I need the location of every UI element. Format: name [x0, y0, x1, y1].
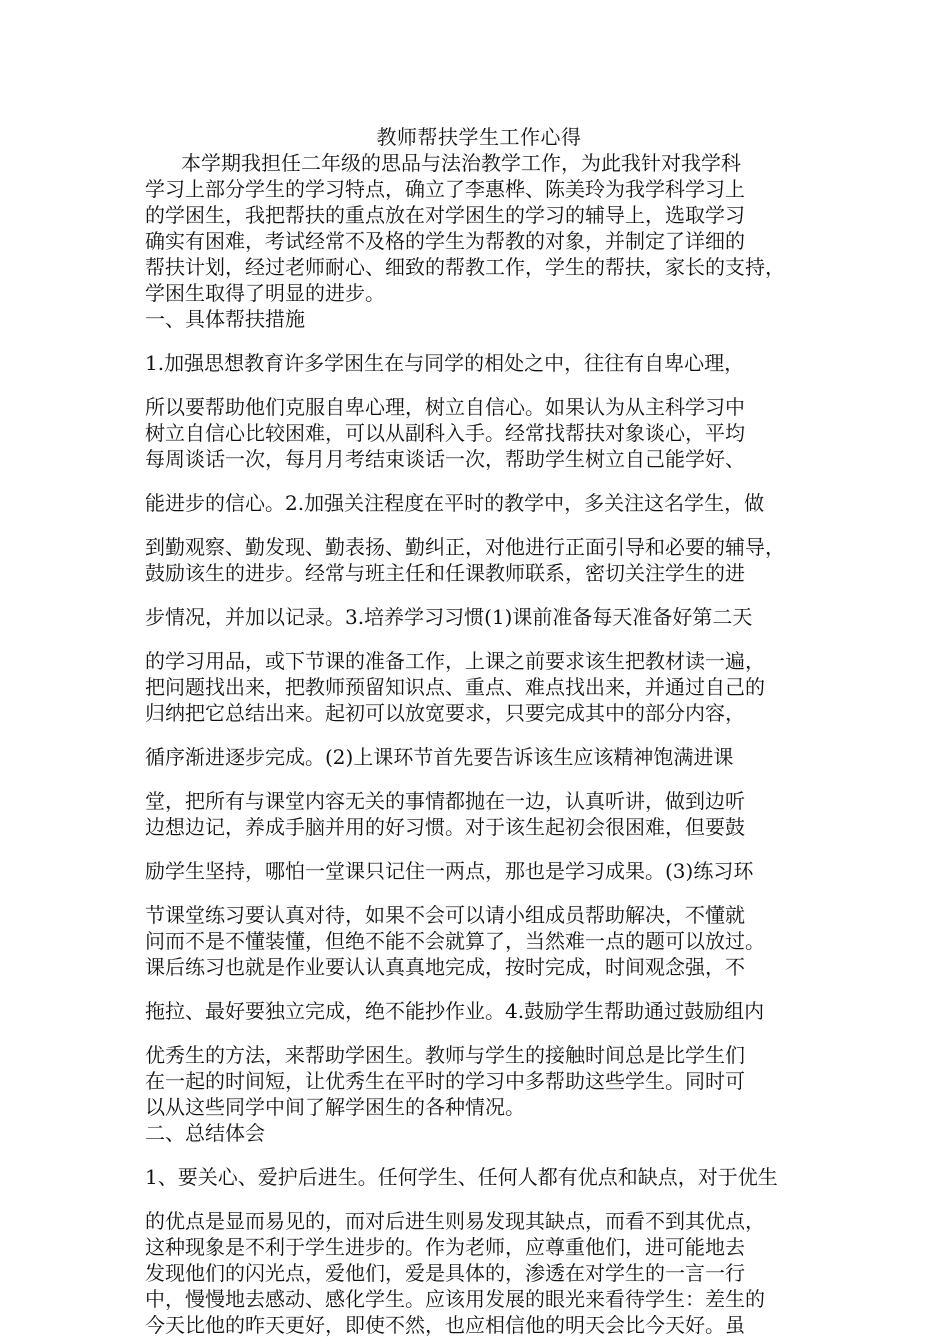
text-line: 拖拉、最好要独立完成，绝不能抄作业。4.鼓励学生帮助通过鼓励组内	[145, 999, 765, 1023]
text-line: 边想边记，养成手脑并用的好习惯。对于该生起初会很困难，但要鼓	[145, 815, 745, 839]
text-line: 课后练习也就是作业要认认真真地完成，按时完成，时间观念强，不	[145, 955, 745, 979]
text-line: 循序渐进逐步完成。(2)上课环节首先要告诉该生应该精神饱满进课	[145, 745, 734, 769]
text-line: 树立自信心比较困难，可以从副科入手。经常找帮扶对象谈心，平均	[145, 421, 745, 445]
text-line: 这种现象是不利于学生进步的。作为老师，应尊重他们，进可能地去	[145, 1235, 745, 1259]
text-line: 发现他们的闪光点，爱他们，爱是具体的，渗透在对学生的一言一行	[145, 1261, 745, 1285]
text-line: 1.加强思想教育许多学困生在与同学的相处之中，往往有自卑心理，	[145, 351, 745, 375]
document-title: 教师帮扶学生工作心得	[376, 125, 582, 149]
text-line: 的学习用品，或下节课的准备工作，上课之前要求该生把教材读一遍，	[145, 649, 765, 673]
text-line: 在一起的时间短，让优秀生在平时的学习中多帮助这些学生。同时可	[145, 1069, 745, 1093]
text-line: 步情况，并加以记录。3.培养学习习惯(1)课前准备每天准备好第二天	[145, 605, 753, 629]
text-line: 1、要关心、爱护后进生。任何学生、任何人都有优点和缺点，对于优生	[145, 1165, 778, 1189]
text-line: 到勤观察、勤发现、勤表扬、勤纠正，对他进行正面引导和必要的辅导，	[145, 535, 785, 559]
text-line: 问而不是不懂装懂，但绝不能不会就算了，当然难一点的题可以放过。	[145, 929, 765, 953]
text-line: 中，慢慢地去感动、感化学生。应该用发展的眼光来看待学生：差生的	[145, 1287, 765, 1311]
text-line: 的学困生，我把帮扶的重点放在对学困生的学习的辅导上，选取学习	[145, 203, 745, 227]
text-line: 学困生取得了明显的进步。	[145, 281, 385, 305]
text-line: 二、总结体会	[145, 1121, 265, 1145]
text-line: 能进步的信心。2.加强关注程度在平时的教学中，多关注这名学生，做	[145, 491, 765, 515]
text-line: 优秀生的方法，来帮助学困生。教师与学生的接触时间总是比学生们	[145, 1043, 745, 1067]
text-line: 归纳把它总结出来。起初可以放宽要求，只要完成其中的部分内容，	[145, 701, 745, 725]
document-page	[145, 124, 813, 1338]
text-line: 堂，把所有与课堂内容无关的事情都抛在一边，认真听讲，做到边听	[145, 789, 745, 813]
text-line: 学习上部分学生的学习特点，确立了李惠桦、陈美玲为我学科学习上	[145, 177, 745, 201]
text-line: 以从这些同学中间了解学困生的各种情况。	[145, 1095, 525, 1119]
text-line: 把问题找出来，把教师预留知识点、重点、难点找出来，并通过自己的	[145, 675, 765, 699]
text-line: 本学期我担任二年级的思品与法治教学工作，为此我针对我学科	[181, 151, 741, 175]
text-line: 节课堂练习要认真对待，如果不会可以请小组成员帮助解决，不懂就	[145, 903, 745, 927]
text-line: 励学生坚持，哪怕一堂课只记住一两点，那也是学习成果。(3)练习环	[145, 859, 754, 883]
text-line: 一、具体帮扶措施	[145, 307, 305, 331]
text-line: 今天比他的昨天更好，即使不然，也应相信他的明天会比今天好。虽	[145, 1313, 745, 1337]
text-line: 鼓励该生的进步。经常与班主任和任课教师联系，密切关注学生的进	[145, 561, 745, 585]
text-line: 帮扶计划，经过老师耐心、细致的帮教工作，学生的帮扶，家长的支持，	[145, 255, 785, 279]
text-line: 确实有困难，考试经常不及格的学生为帮教的对象，并制定了详细的	[145, 229, 745, 253]
text-line: 每周谈话一次，每月月考结束谈话一次，帮助学生树立自己能学好、	[145, 447, 745, 471]
document-body	[145, 150, 813, 1338]
text-line: 所以要帮助他们克服自卑心理，树立自信心。如果认为从主科学习中	[145, 395, 745, 419]
text-line: 的优点是显而易见的，而对后进生则易发现其缺点，而看不到其优点，	[145, 1209, 765, 1233]
